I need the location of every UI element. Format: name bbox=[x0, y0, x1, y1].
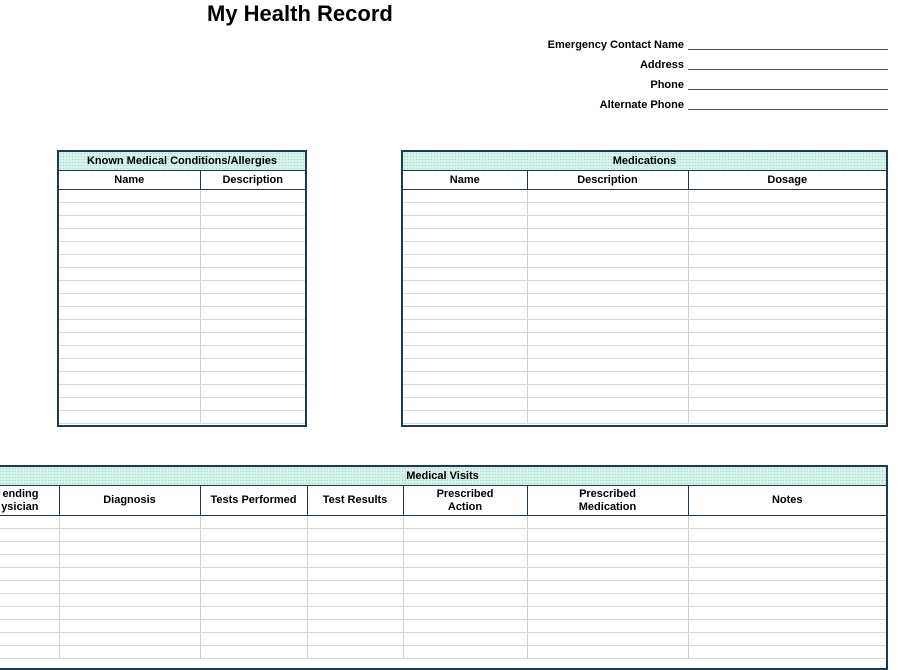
medications-cell[interactable] bbox=[403, 320, 527, 333]
medications-cell[interactable] bbox=[688, 307, 886, 320]
conditions-cell[interactable] bbox=[59, 294, 200, 307]
visits-row bbox=[0, 581, 886, 594]
conditions-row bbox=[59, 398, 305, 411]
medications-row bbox=[403, 242, 886, 255]
medications-cell[interactable] bbox=[688, 203, 886, 216]
visits-cell[interactable] bbox=[403, 555, 527, 568]
medications-cell[interactable] bbox=[527, 281, 688, 294]
conditions-cell[interactable] bbox=[59, 203, 200, 216]
medications-row bbox=[403, 307, 886, 320]
visits-header-prescribed-medication-line2: Medication bbox=[578, 500, 637, 513]
conditions-row bbox=[59, 203, 305, 216]
visits-header-prescribed-action-line2: Action bbox=[447, 500, 483, 513]
medications-cell[interactable] bbox=[527, 398, 688, 411]
medications-cell[interactable] bbox=[688, 372, 886, 385]
visits-cell[interactable] bbox=[59, 542, 200, 555]
medications-row bbox=[403, 216, 886, 229]
conditions-cell[interactable] bbox=[200, 268, 305, 281]
visits-cell[interactable] bbox=[688, 646, 886, 659]
visits-body bbox=[0, 516, 886, 659]
conditions-header-name: Name bbox=[59, 171, 200, 190]
visits-header-prescribed-medication-line1: Prescribed bbox=[579, 487, 636, 500]
visits-header-tests-performed-text: Tests Performed bbox=[210, 494, 297, 506]
conditions-cell[interactable] bbox=[200, 320, 305, 333]
medications-cell[interactable] bbox=[527, 229, 688, 242]
conditions-cell[interactable] bbox=[59, 216, 200, 229]
visits-cell[interactable] bbox=[403, 633, 527, 646]
conditions-row bbox=[59, 229, 305, 242]
visits-cell[interactable] bbox=[688, 607, 886, 620]
conditions-cell[interactable] bbox=[200, 255, 305, 268]
visits-cell[interactable] bbox=[527, 594, 688, 607]
conditions-cell[interactable] bbox=[59, 346, 200, 359]
medications-row bbox=[403, 281, 886, 294]
alternate-phone-row bbox=[440, 98, 890, 114]
visits-cell[interactable] bbox=[403, 568, 527, 581]
conditions-cell[interactable] bbox=[59, 242, 200, 255]
visits-cell[interactable] bbox=[307, 581, 403, 594]
conditions-row bbox=[59, 255, 305, 268]
conditions-cell[interactable] bbox=[200, 281, 305, 294]
medications-cell[interactable] bbox=[688, 216, 886, 229]
conditions-row bbox=[59, 242, 305, 255]
visits-row bbox=[0, 568, 886, 581]
visits-row bbox=[0, 594, 886, 607]
medications-row bbox=[403, 268, 886, 281]
visits-header-attending-physician-line1: ending bbox=[2, 487, 39, 500]
visits-cell[interactable] bbox=[688, 633, 886, 646]
medications-cell[interactable] bbox=[403, 398, 527, 411]
visits-cell[interactable] bbox=[200, 646, 307, 659]
conditions-cell[interactable] bbox=[59, 255, 200, 268]
medications-cell[interactable] bbox=[527, 203, 688, 216]
visits-row bbox=[0, 607, 886, 620]
conditions-cell[interactable] bbox=[200, 229, 305, 242]
conditions-cell[interactable] bbox=[200, 372, 305, 385]
visits-cell[interactable] bbox=[307, 594, 403, 607]
medications-title: Medications bbox=[403, 152, 886, 171]
visits-cell[interactable] bbox=[59, 529, 200, 542]
visits-cell[interactable] bbox=[307, 516, 403, 529]
medications-row bbox=[403, 359, 886, 372]
phone-label: Phone bbox=[650, 79, 684, 91]
visits-cell[interactable] bbox=[527, 542, 688, 555]
conditions-cell[interactable] bbox=[59, 385, 200, 398]
medications-cell[interactable] bbox=[527, 307, 688, 320]
visits-cell[interactable] bbox=[200, 620, 307, 633]
visits-cell[interactable] bbox=[527, 516, 688, 529]
medications-row bbox=[403, 294, 886, 307]
visits-cell[interactable] bbox=[59, 646, 200, 659]
medications-cell[interactable] bbox=[403, 216, 527, 229]
visits-header-prescribed-action bbox=[403, 486, 527, 516]
visits-cell[interactable] bbox=[527, 620, 688, 633]
medications-row bbox=[403, 320, 886, 333]
visits-cell[interactable] bbox=[307, 607, 403, 620]
alternate-phone-field[interactable] bbox=[688, 109, 888, 110]
visits-cell[interactable] bbox=[527, 633, 688, 646]
visits-cell[interactable] bbox=[0, 646, 59, 659]
visits-cell[interactable] bbox=[527, 646, 688, 659]
visits-cell[interactable] bbox=[527, 581, 688, 594]
address-field[interactable] bbox=[688, 69, 888, 70]
medications-cell[interactable] bbox=[688, 320, 886, 333]
visits-cell[interactable] bbox=[307, 529, 403, 542]
visits-header-tests-performed bbox=[200, 486, 307, 516]
medications-cell[interactable] bbox=[527, 320, 688, 333]
medications-row bbox=[403, 203, 886, 216]
conditions-cell[interactable] bbox=[200, 190, 305, 203]
visits-header-diagnosis bbox=[59, 486, 200, 516]
visits-cell[interactable] bbox=[59, 555, 200, 568]
medications-row bbox=[403, 385, 886, 398]
medications-cell[interactable] bbox=[403, 281, 527, 294]
visits-cell[interactable] bbox=[200, 516, 307, 529]
medications-cell[interactable] bbox=[527, 294, 688, 307]
medications-header-name: Name bbox=[403, 171, 527, 190]
medications-cell[interactable] bbox=[688, 385, 886, 398]
visits-cell[interactable] bbox=[0, 607, 59, 620]
visits-header-notes-text: Notes bbox=[771, 494, 803, 506]
visits-cell[interactable] bbox=[403, 581, 527, 594]
visits-cell[interactable] bbox=[403, 529, 527, 542]
conditions-row bbox=[59, 372, 305, 385]
visits-row bbox=[0, 620, 886, 633]
conditions-row bbox=[59, 346, 305, 359]
conditions-cell[interactable] bbox=[59, 281, 200, 294]
conditions-cell[interactable] bbox=[200, 411, 305, 424]
visits-header-diagnosis-text: Diagnosis bbox=[103, 494, 156, 506]
conditions-cell[interactable] bbox=[59, 359, 200, 372]
visits-header-test-results-text: Test Results bbox=[322, 494, 388, 506]
medications-cell[interactable] bbox=[527, 255, 688, 268]
visits-header-notes bbox=[688, 486, 886, 516]
medications-cell[interactable] bbox=[527, 190, 688, 203]
visits-cell[interactable] bbox=[200, 594, 307, 607]
visits-cell[interactable] bbox=[688, 620, 886, 633]
conditions-table bbox=[57, 150, 307, 427]
visits-cell[interactable] bbox=[688, 516, 886, 529]
conditions-cell[interactable] bbox=[59, 411, 200, 424]
medications-cell[interactable] bbox=[527, 385, 688, 398]
visits-cell[interactable] bbox=[59, 607, 200, 620]
visits-cell[interactable] bbox=[0, 516, 59, 529]
conditions-body bbox=[59, 190, 305, 424]
visits-cell[interactable] bbox=[59, 633, 200, 646]
medications-cell[interactable] bbox=[527, 346, 688, 359]
visits-cell[interactable] bbox=[200, 633, 307, 646]
medications-cell[interactable] bbox=[403, 411, 527, 424]
medications-row bbox=[403, 333, 886, 346]
medications-cell[interactable] bbox=[403, 294, 527, 307]
conditions-cell[interactable] bbox=[59, 307, 200, 320]
visits-cell[interactable] bbox=[527, 568, 688, 581]
conditions-cell[interactable] bbox=[59, 268, 200, 281]
visits-cell[interactable] bbox=[0, 581, 59, 594]
emergency-contact-name-label: Emergency Contact Name bbox=[547, 39, 684, 51]
medications-cell[interactable] bbox=[688, 294, 886, 307]
medications-cell[interactable] bbox=[403, 190, 527, 203]
visits-cell[interactable] bbox=[403, 516, 527, 529]
medications-cell[interactable] bbox=[403, 255, 527, 268]
medications-cell[interactable] bbox=[403, 242, 527, 255]
medications-cell[interactable] bbox=[688, 190, 886, 203]
conditions-row bbox=[59, 307, 305, 320]
medications-cell[interactable] bbox=[527, 372, 688, 385]
conditions-cell[interactable] bbox=[59, 190, 200, 203]
emergency-contact-name-field[interactable] bbox=[688, 49, 888, 50]
medications-row bbox=[403, 346, 886, 359]
visits-cell[interactable] bbox=[403, 594, 527, 607]
conditions-cell[interactable] bbox=[59, 372, 200, 385]
conditions-row bbox=[59, 320, 305, 333]
visits-cell[interactable] bbox=[0, 568, 59, 581]
conditions-cell[interactable] bbox=[59, 398, 200, 411]
medications-cell[interactable] bbox=[688, 359, 886, 372]
medications-cell[interactable] bbox=[403, 333, 527, 346]
visits-cell[interactable] bbox=[688, 529, 886, 542]
conditions-cell[interactable] bbox=[200, 333, 305, 346]
conditions-header-description: Description bbox=[200, 171, 305, 190]
visits-cell[interactable] bbox=[688, 542, 886, 555]
visits-cell[interactable] bbox=[403, 620, 527, 633]
conditions-title: Known Medical Conditions/Allergies bbox=[59, 152, 305, 171]
visits-header-attending-physician bbox=[0, 486, 59, 516]
medications-row bbox=[403, 229, 886, 242]
medications-cell[interactable] bbox=[688, 333, 886, 346]
visits-cell[interactable] bbox=[200, 568, 307, 581]
visits-cell[interactable] bbox=[200, 607, 307, 620]
visits-header-test-results bbox=[307, 486, 403, 516]
conditions-cell[interactable] bbox=[200, 398, 305, 411]
visits-cell[interactable] bbox=[59, 516, 200, 529]
medications-cell[interactable] bbox=[403, 203, 527, 216]
conditions-cell[interactable] bbox=[200, 385, 305, 398]
visits-row bbox=[0, 633, 886, 646]
medications-cell[interactable] bbox=[688, 281, 886, 294]
visits-cell[interactable] bbox=[307, 646, 403, 659]
visits-row bbox=[0, 542, 886, 555]
medications-body bbox=[403, 190, 886, 424]
conditions-cell[interactable] bbox=[59, 333, 200, 346]
visits-cell[interactable] bbox=[307, 620, 403, 633]
visits-cell[interactable] bbox=[200, 542, 307, 555]
medications-cell[interactable] bbox=[403, 229, 527, 242]
visits-cell[interactable] bbox=[403, 646, 527, 659]
medications-cell[interactable] bbox=[688, 229, 886, 242]
alternate-phone-label: Alternate Phone bbox=[599, 99, 684, 111]
conditions-cell[interactable] bbox=[200, 216, 305, 229]
visits-title: Medical Visits bbox=[0, 467, 886, 486]
conditions-cell[interactable] bbox=[200, 346, 305, 359]
conditions-cell[interactable] bbox=[200, 307, 305, 320]
medications-row bbox=[403, 372, 886, 385]
medications-cell[interactable] bbox=[688, 346, 886, 359]
conditions-cell[interactable] bbox=[200, 359, 305, 372]
conditions-row bbox=[59, 359, 305, 372]
medications-row bbox=[403, 190, 886, 203]
medications-row bbox=[403, 398, 886, 411]
visits-cell[interactable] bbox=[0, 620, 59, 633]
visits-cell[interactable] bbox=[0, 542, 59, 555]
conditions-row bbox=[59, 190, 305, 203]
visits-cell[interactable] bbox=[59, 620, 200, 633]
conditions-cell[interactable] bbox=[59, 229, 200, 242]
medications-cell[interactable] bbox=[527, 268, 688, 281]
medications-cell[interactable] bbox=[403, 346, 527, 359]
visits-cell[interactable] bbox=[200, 529, 307, 542]
conditions-row bbox=[59, 411, 305, 424]
visits-cell[interactable] bbox=[403, 542, 527, 555]
phone-field[interactable] bbox=[688, 89, 888, 90]
visits-cell[interactable] bbox=[307, 633, 403, 646]
page-title: My Health Record bbox=[207, 1, 393, 26]
medications-cell[interactable] bbox=[527, 242, 688, 255]
conditions-row bbox=[59, 216, 305, 229]
address-row bbox=[440, 58, 890, 74]
visits-cell[interactable] bbox=[59, 581, 200, 594]
medications-cell[interactable] bbox=[688, 255, 886, 268]
visits-cell[interactable] bbox=[0, 633, 59, 646]
visits-header-prescribed-action-line1: Prescribed bbox=[436, 487, 494, 500]
visits-cell[interactable] bbox=[307, 542, 403, 555]
visits-cell[interactable] bbox=[0, 555, 59, 568]
emergency-contact-name-row bbox=[440, 38, 890, 54]
conditions-cell[interactable] bbox=[200, 294, 305, 307]
visits-cell[interactable] bbox=[307, 568, 403, 581]
visits-cell[interactable] bbox=[59, 568, 200, 581]
medications-row bbox=[403, 411, 886, 424]
visits-cell[interactable] bbox=[307, 555, 403, 568]
medications-row bbox=[403, 255, 886, 268]
visits-cell[interactable] bbox=[527, 529, 688, 542]
visits-cell[interactable] bbox=[59, 594, 200, 607]
conditions-row bbox=[59, 268, 305, 281]
visits-header-prescribed-medication bbox=[527, 486, 688, 516]
visits-cell[interactable] bbox=[403, 607, 527, 620]
visits-cell[interactable] bbox=[688, 581, 886, 594]
visits-row bbox=[0, 555, 886, 568]
visits-row bbox=[0, 646, 886, 659]
medications-cell[interactable] bbox=[688, 411, 886, 424]
conditions-cell[interactable] bbox=[200, 203, 305, 216]
medications-header-description: Description bbox=[527, 171, 688, 190]
visits-cell[interactable] bbox=[0, 529, 59, 542]
medications-cell[interactable] bbox=[688, 268, 886, 281]
visits-cell[interactable] bbox=[200, 555, 307, 568]
conditions-cell[interactable] bbox=[200, 242, 305, 255]
visits-table bbox=[0, 465, 888, 670]
medications-cell[interactable] bbox=[527, 216, 688, 229]
medications-cell[interactable] bbox=[403, 307, 527, 320]
visits-cell[interactable] bbox=[688, 555, 886, 568]
visits-cell[interactable] bbox=[0, 594, 59, 607]
visits-header-attending-physician-line2: ysician bbox=[1, 500, 39, 513]
conditions-row bbox=[59, 385, 305, 398]
medications-cell[interactable] bbox=[688, 398, 886, 411]
visits-row bbox=[0, 516, 886, 529]
visits-cell[interactable] bbox=[527, 607, 688, 620]
medications-cell[interactable] bbox=[403, 385, 527, 398]
conditions-row bbox=[59, 281, 305, 294]
phone-row bbox=[440, 78, 890, 94]
visits-cell[interactable] bbox=[688, 568, 886, 581]
visits-cell[interactable] bbox=[200, 581, 307, 594]
address-label: Address bbox=[639, 59, 684, 71]
medications-cell[interactable] bbox=[527, 333, 688, 346]
medications-table bbox=[401, 150, 888, 427]
conditions-row bbox=[59, 294, 305, 307]
medications-header-dosage: Dosage bbox=[688, 171, 886, 190]
medications-cell[interactable] bbox=[527, 359, 688, 372]
medications-cell[interactable] bbox=[688, 242, 886, 255]
visits-row bbox=[0, 529, 886, 542]
visits-cell[interactable] bbox=[688, 594, 886, 607]
conditions-cell[interactable] bbox=[59, 320, 200, 333]
medications-cell[interactable] bbox=[403, 359, 527, 372]
medications-cell[interactable] bbox=[403, 268, 527, 281]
conditions-row bbox=[59, 333, 305, 346]
visits-cell[interactable] bbox=[527, 555, 688, 568]
medications-cell[interactable] bbox=[403, 372, 527, 385]
medications-cell[interactable] bbox=[527, 411, 688, 424]
